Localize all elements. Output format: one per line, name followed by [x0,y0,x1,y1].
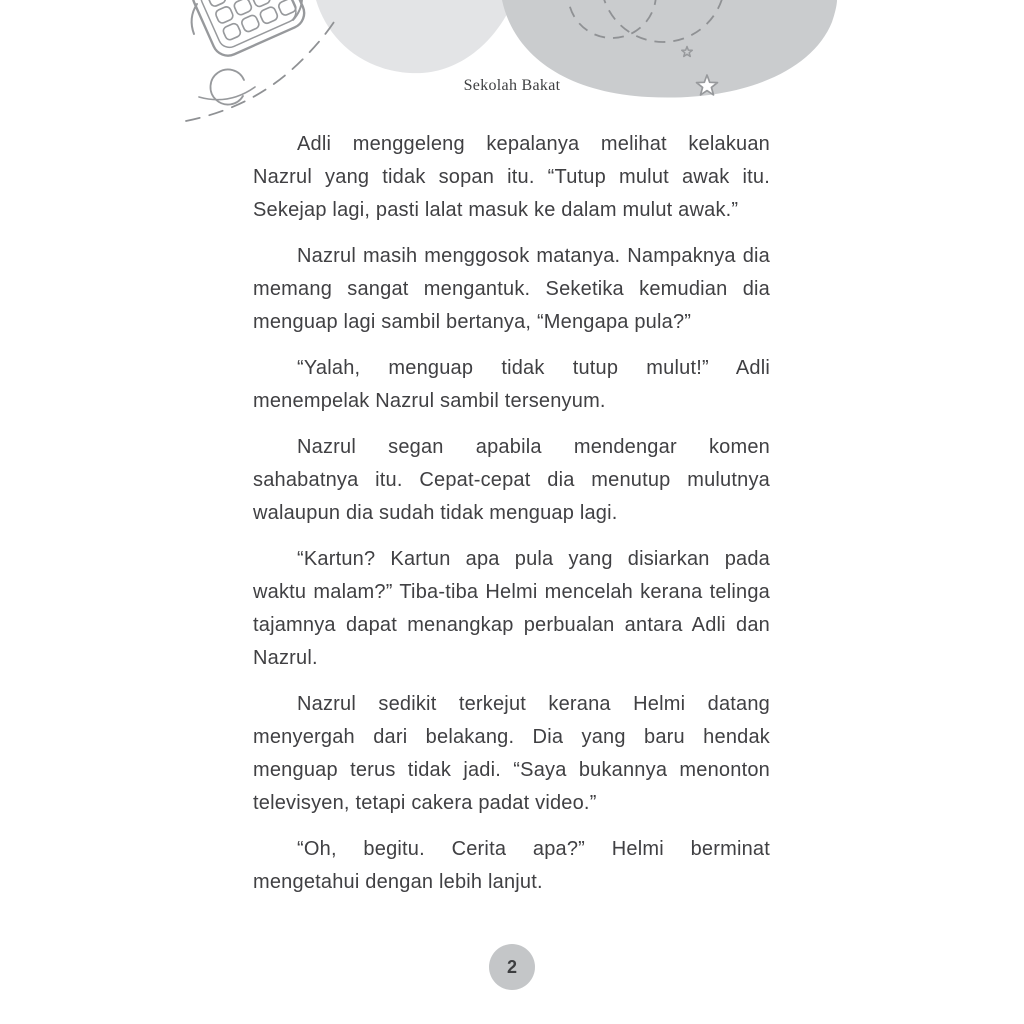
page-number-badge [489,944,535,990]
paragraph: “Kartun? Kartun apa pula yang disiarkan pada waktu malam?” Tiba-tiba Helmi mencelah kerana telinga tajamnya dapat menangkap perbualan antara Adli dan Nazrul. [253,548,770,669]
blob-light [316,0,514,73]
paragraph: Nazrul segan apabila mendengar komen sahabatnya itu. Cepat-cepat dia menutup mulutnya walaupun dia sudah tidak menguap lagi. [253,436,770,524]
running-title: Sekolah Bakat [463,77,561,94]
calculator-doodle-icon [188,0,309,61]
page-number: 2 [506,956,517,977]
paragraph: Adli menggeleng kepalanya melihat kelakuan Nazrul yang tidak sopan itu. “Tutup mulut awak itu. Sekejap lagi, pasti lalat masuk ke dalam mulut awak.” [253,133,770,221]
paragraph: “Oh, begitu. Cerita apa?” Helmi berminat mengetahui dengan lebih lanjut. [253,838,770,893]
paragraph: “Yalah, menguap tidak tutup mulut!” Adli menempelak Nazrul sambil tersenyum. [253,357,770,412]
page-content [253,128,770,912]
paragraph: Nazrul sedikit terkejut kerana Helmi datang menyergah dari belakang. Dia yang baru hendak menguap terus tidak jadi. “Saya bukannya menonton televisyen, tetapi cakera padat video.” [253,693,770,814]
paragraph: Nazrul masih menggosok matanya. Nampaknya dia memang sangat mengantuk. Seketika kemudian dia menguap lagi sambil bertanya, “Mengapa pula?” [253,245,770,333]
